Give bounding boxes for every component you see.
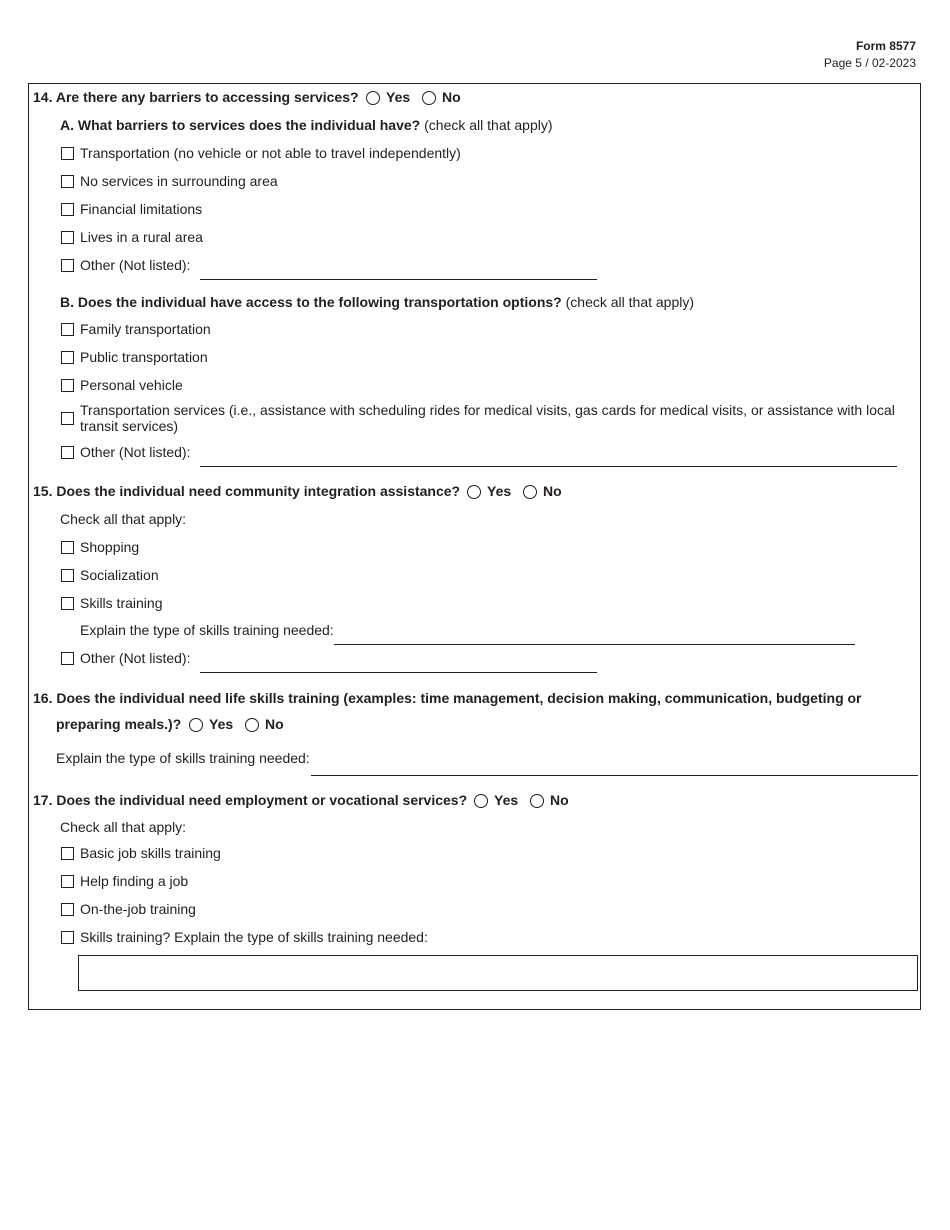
q14-a-label-other: Other (Not listed): (80, 257, 191, 273)
q17-checkbox-on-the-job[interactable] (61, 903, 74, 916)
q14-yes-radio[interactable] (366, 91, 380, 105)
q16-explain-input-line[interactable] (311, 775, 918, 776)
q17-checkbox-finding-job[interactable] (61, 875, 74, 888)
q14-a-note: (check all that apply) (424, 117, 553, 133)
q14-a-label-no-services: No services in surrounding area (80, 173, 278, 189)
page-info: Page 5 / 02-2023 (823, 56, 916, 70)
q14-b-label-personal: Personal vehicle (80, 377, 183, 393)
q17-checkbox-skills[interactable] (61, 931, 74, 944)
q17-yes-label: Yes (494, 792, 519, 808)
q14-b-label-other: Other (Not listed): (80, 444, 191, 460)
q14-yes-label: Yes (386, 89, 411, 105)
q14-b-label-services: Transportation services (i.e., assistance with scheduling rides for medical visits, gas cards for medical visits, or assistance with local transit services) (80, 402, 895, 434)
q15-checkbox-socialization[interactable] (61, 569, 74, 582)
q14-a-label-transportation: Transportation (no vehicle or not able to travel independently) (80, 145, 461, 161)
q16-yes-radio[interactable] (189, 718, 203, 732)
q15-yes-label: Yes (487, 483, 512, 499)
q14-b-checkbox-public[interactable] (61, 351, 74, 364)
q14-b-question: B. Does the individual have access to the following transportation options? (60, 294, 562, 310)
form-section-frame (28, 83, 921, 1010)
q14-no-label: No (442, 89, 461, 105)
q17-label-on-the-job: On-the-job training (80, 901, 196, 917)
q17-label-skills: Skills training? Explain the type of skills training needed: (80, 929, 428, 945)
q17-check-all: Check all that apply: (60, 819, 187, 835)
q15-checkbox-shopping[interactable] (61, 541, 74, 554)
q17-skills-explain-textbox[interactable] (78, 955, 918, 991)
q14-a-label-financial: Financial limitations (80, 201, 203, 217)
q15-checkbox-skills[interactable] (61, 597, 74, 610)
q15-check-all: Check all that apply: (60, 511, 187, 527)
q17-no-label: No (550, 792, 569, 808)
q15-explain-label: Explain the type of skills training needed: (80, 622, 334, 638)
q17-label-finding-job: Help finding a job (80, 873, 189, 889)
q17-yes-radio[interactable] (474, 794, 488, 808)
q14-a-checkbox-no-services[interactable] (61, 175, 74, 188)
q16-question-line2: preparing meals.)? (56, 716, 182, 732)
q14-a-question: A. What barriers to services does the individual have? (60, 117, 421, 133)
q14-b-label-public: Public transportation (80, 349, 208, 365)
q16-no-radio[interactable] (245, 718, 259, 732)
q15-no-radio[interactable] (523, 485, 537, 499)
q14-a-label-rural: Lives in a rural area (80, 229, 203, 245)
q14-b-label-family: Family transportation (80, 321, 211, 337)
q14-b-other-input-line[interactable] (200, 466, 897, 467)
q16-no-label: No (265, 716, 284, 732)
q16-question-line1: 16. Does the individual need life skills training (examples: time management, decision making, communication, budgeting or (33, 690, 862, 706)
form-number: Form 8577 (855, 39, 916, 53)
q14-b-checkbox-personal[interactable] (61, 379, 74, 392)
q15-label-other: Other (Not listed): (80, 650, 191, 666)
q14-a-checkbox-transportation[interactable] (61, 147, 74, 160)
q15-explain-input-line[interactable] (334, 644, 855, 645)
q15-checkbox-other[interactable] (61, 652, 74, 665)
q15-question: 15. Does the individual need community integration assistance? (33, 483, 461, 499)
q17-question: 17. Does the individual need employment or vocational services? (33, 792, 468, 808)
q16-explain-label: Explain the type of skills training needed: (56, 750, 310, 766)
q14-a-checkbox-rural[interactable] (61, 231, 74, 244)
q15-label-skills: Skills training (80, 595, 163, 611)
q17-checkbox-basic-job[interactable] (61, 847, 74, 860)
q15-yes-radio[interactable] (467, 485, 481, 499)
q14-question: 14. Are there any barriers to accessing services? (33, 89, 359, 105)
q15-no-label: No (543, 483, 562, 499)
q14-b-note: (check all that apply) (565, 294, 695, 310)
q14-b-checkbox-services[interactable] (61, 412, 74, 425)
q15-other-input-line[interactable] (200, 672, 597, 673)
q17-label-basic-job: Basic job skills training (80, 845, 221, 861)
q14-b-checkbox-other[interactable] (61, 446, 74, 459)
q14-no-radio[interactable] (422, 91, 436, 105)
q14-a-heading (60, 117, 553, 133)
q14-a-checkbox-financial[interactable] (61, 203, 74, 216)
q14-b-checkbox-family[interactable] (61, 323, 74, 336)
q14-b-heading (60, 294, 694, 310)
q14-a-checkbox-other[interactable] (61, 259, 74, 272)
q14-a-other-input-line[interactable] (200, 279, 597, 280)
q16-yes-label: Yes (209, 716, 234, 732)
q15-label-shopping: Shopping (80, 539, 140, 555)
q15-label-socialization: Socialization (80, 567, 159, 583)
q17-no-radio[interactable] (530, 794, 544, 808)
